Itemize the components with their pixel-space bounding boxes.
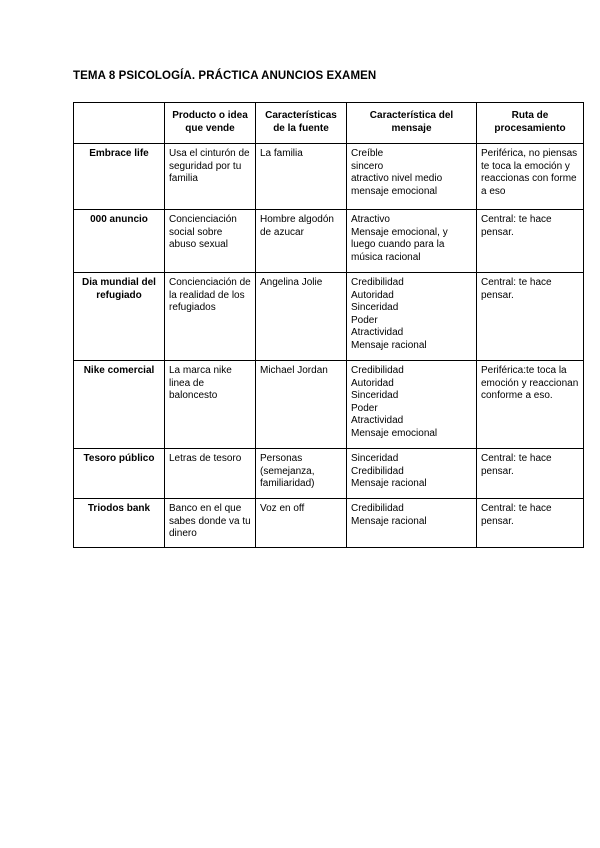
product-cell: Usa el cinturón de seguridad por tu familia <box>165 144 256 210</box>
message-item: mensaje emocional <box>351 185 438 197</box>
message-item: Credibilidad <box>351 465 404 477</box>
route-cell: Central: te hace pensar. <box>477 273 584 361</box>
table-row <box>74 210 584 273</box>
message-item: Autoridad <box>351 289 394 301</box>
ad-name-cell: Embrace life <box>74 144 165 210</box>
message-item: Atractividad <box>351 415 404 427</box>
ad-name-cell: 000 anuncio <box>74 210 165 273</box>
table-row <box>74 499 584 548</box>
message-item: Poder <box>351 314 378 326</box>
message-item: Sinceridad <box>351 302 399 314</box>
ad-name-cell: Triodos bank <box>74 499 165 548</box>
message-item: Credibilidad <box>351 503 404 514</box>
ad-name-cell: Dia mundial del refugiado <box>74 273 165 361</box>
source-cell: Personas (semejanza, familiaridad) <box>256 449 347 499</box>
message-item: Mensaje emocional, y luego cuando para la música racional <box>351 226 448 263</box>
table-row <box>74 449 584 499</box>
route-cell: Central: te hace pensar. <box>477 449 584 499</box>
message-item: Autoridad <box>351 377 394 389</box>
header-cell-mensaje: Característica del mensaje <box>347 103 477 144</box>
message-item: Mensaje racional <box>351 515 427 527</box>
product-cell: La marca nike linea de baloncesto <box>165 361 256 449</box>
route-cell: Central: te hace pensar. <box>477 499 584 548</box>
message-cell <box>347 273 477 361</box>
table-row <box>74 361 584 449</box>
product-cell: Letras de tesoro <box>165 449 256 499</box>
message-cell <box>347 361 477 449</box>
route-cell: Central: te hace pensar. <box>477 210 584 273</box>
product-cell: Concienciación de la realidad de los refugiados <box>165 273 256 361</box>
source-cell: Angelina Jolie <box>256 273 347 361</box>
message-item: Mensaje emocional <box>351 427 438 439</box>
message-item: Atractividad <box>351 327 404 339</box>
message-item: sincero <box>351 160 384 172</box>
header-cell-anuncio <box>74 103 165 144</box>
message-item: Sinceridad <box>351 453 399 464</box>
source-cell: Hombre algodón de azucar <box>256 210 347 273</box>
message-cell <box>347 144 477 210</box>
source-cell: Michael Jordan <box>256 361 347 449</box>
message-item: Sinceridad <box>351 390 399 402</box>
message-cell <box>347 449 477 499</box>
page-title: TEMA 8 PSICOLOGÍA. PRÁCTICA ANUNCIOS EXAMEN <box>73 70 377 82</box>
route-cell: Periférica, no piensas te toca la emoción y reaccionas con forme a eso <box>477 144 584 210</box>
product-cell: Concienciación social sobre abuso sexual <box>165 210 256 273</box>
message-item: Credibilidad <box>351 277 404 288</box>
table-header-row <box>74 103 584 144</box>
message-item: Creíble <box>351 148 384 159</box>
ad-name-cell: Nike comercial <box>74 361 165 449</box>
table-row <box>74 273 584 361</box>
message-item: Atractivo <box>351 214 390 225</box>
message-item: Mensaje racional <box>351 339 427 351</box>
source-cell: La familia <box>256 144 347 210</box>
source-cell: Voz en off <box>256 499 347 548</box>
message-item: Poder <box>351 402 378 414</box>
message-cell <box>347 210 477 273</box>
message-item: atractivo nivel medio <box>351 173 443 185</box>
message-item: Mensaje racional <box>351 478 427 490</box>
ads-table <box>73 102 584 548</box>
header-cell-producto: Producto o idea que vende <box>165 103 256 144</box>
ad-name-cell: Tesoro público <box>74 449 165 499</box>
message-cell <box>347 499 477 548</box>
product-cell: Banco en el que sabes donde va tu dinero <box>165 499 256 548</box>
header-cell-fuente: Características de la fuente <box>256 103 347 144</box>
header-cell-ruta: Ruta de procesamiento <box>477 103 584 144</box>
message-item: Credibilidad <box>351 365 404 376</box>
table-row <box>74 144 584 210</box>
route-cell: Periférica:te toca la emoción y reaccionan conforme a eso. <box>477 361 584 449</box>
